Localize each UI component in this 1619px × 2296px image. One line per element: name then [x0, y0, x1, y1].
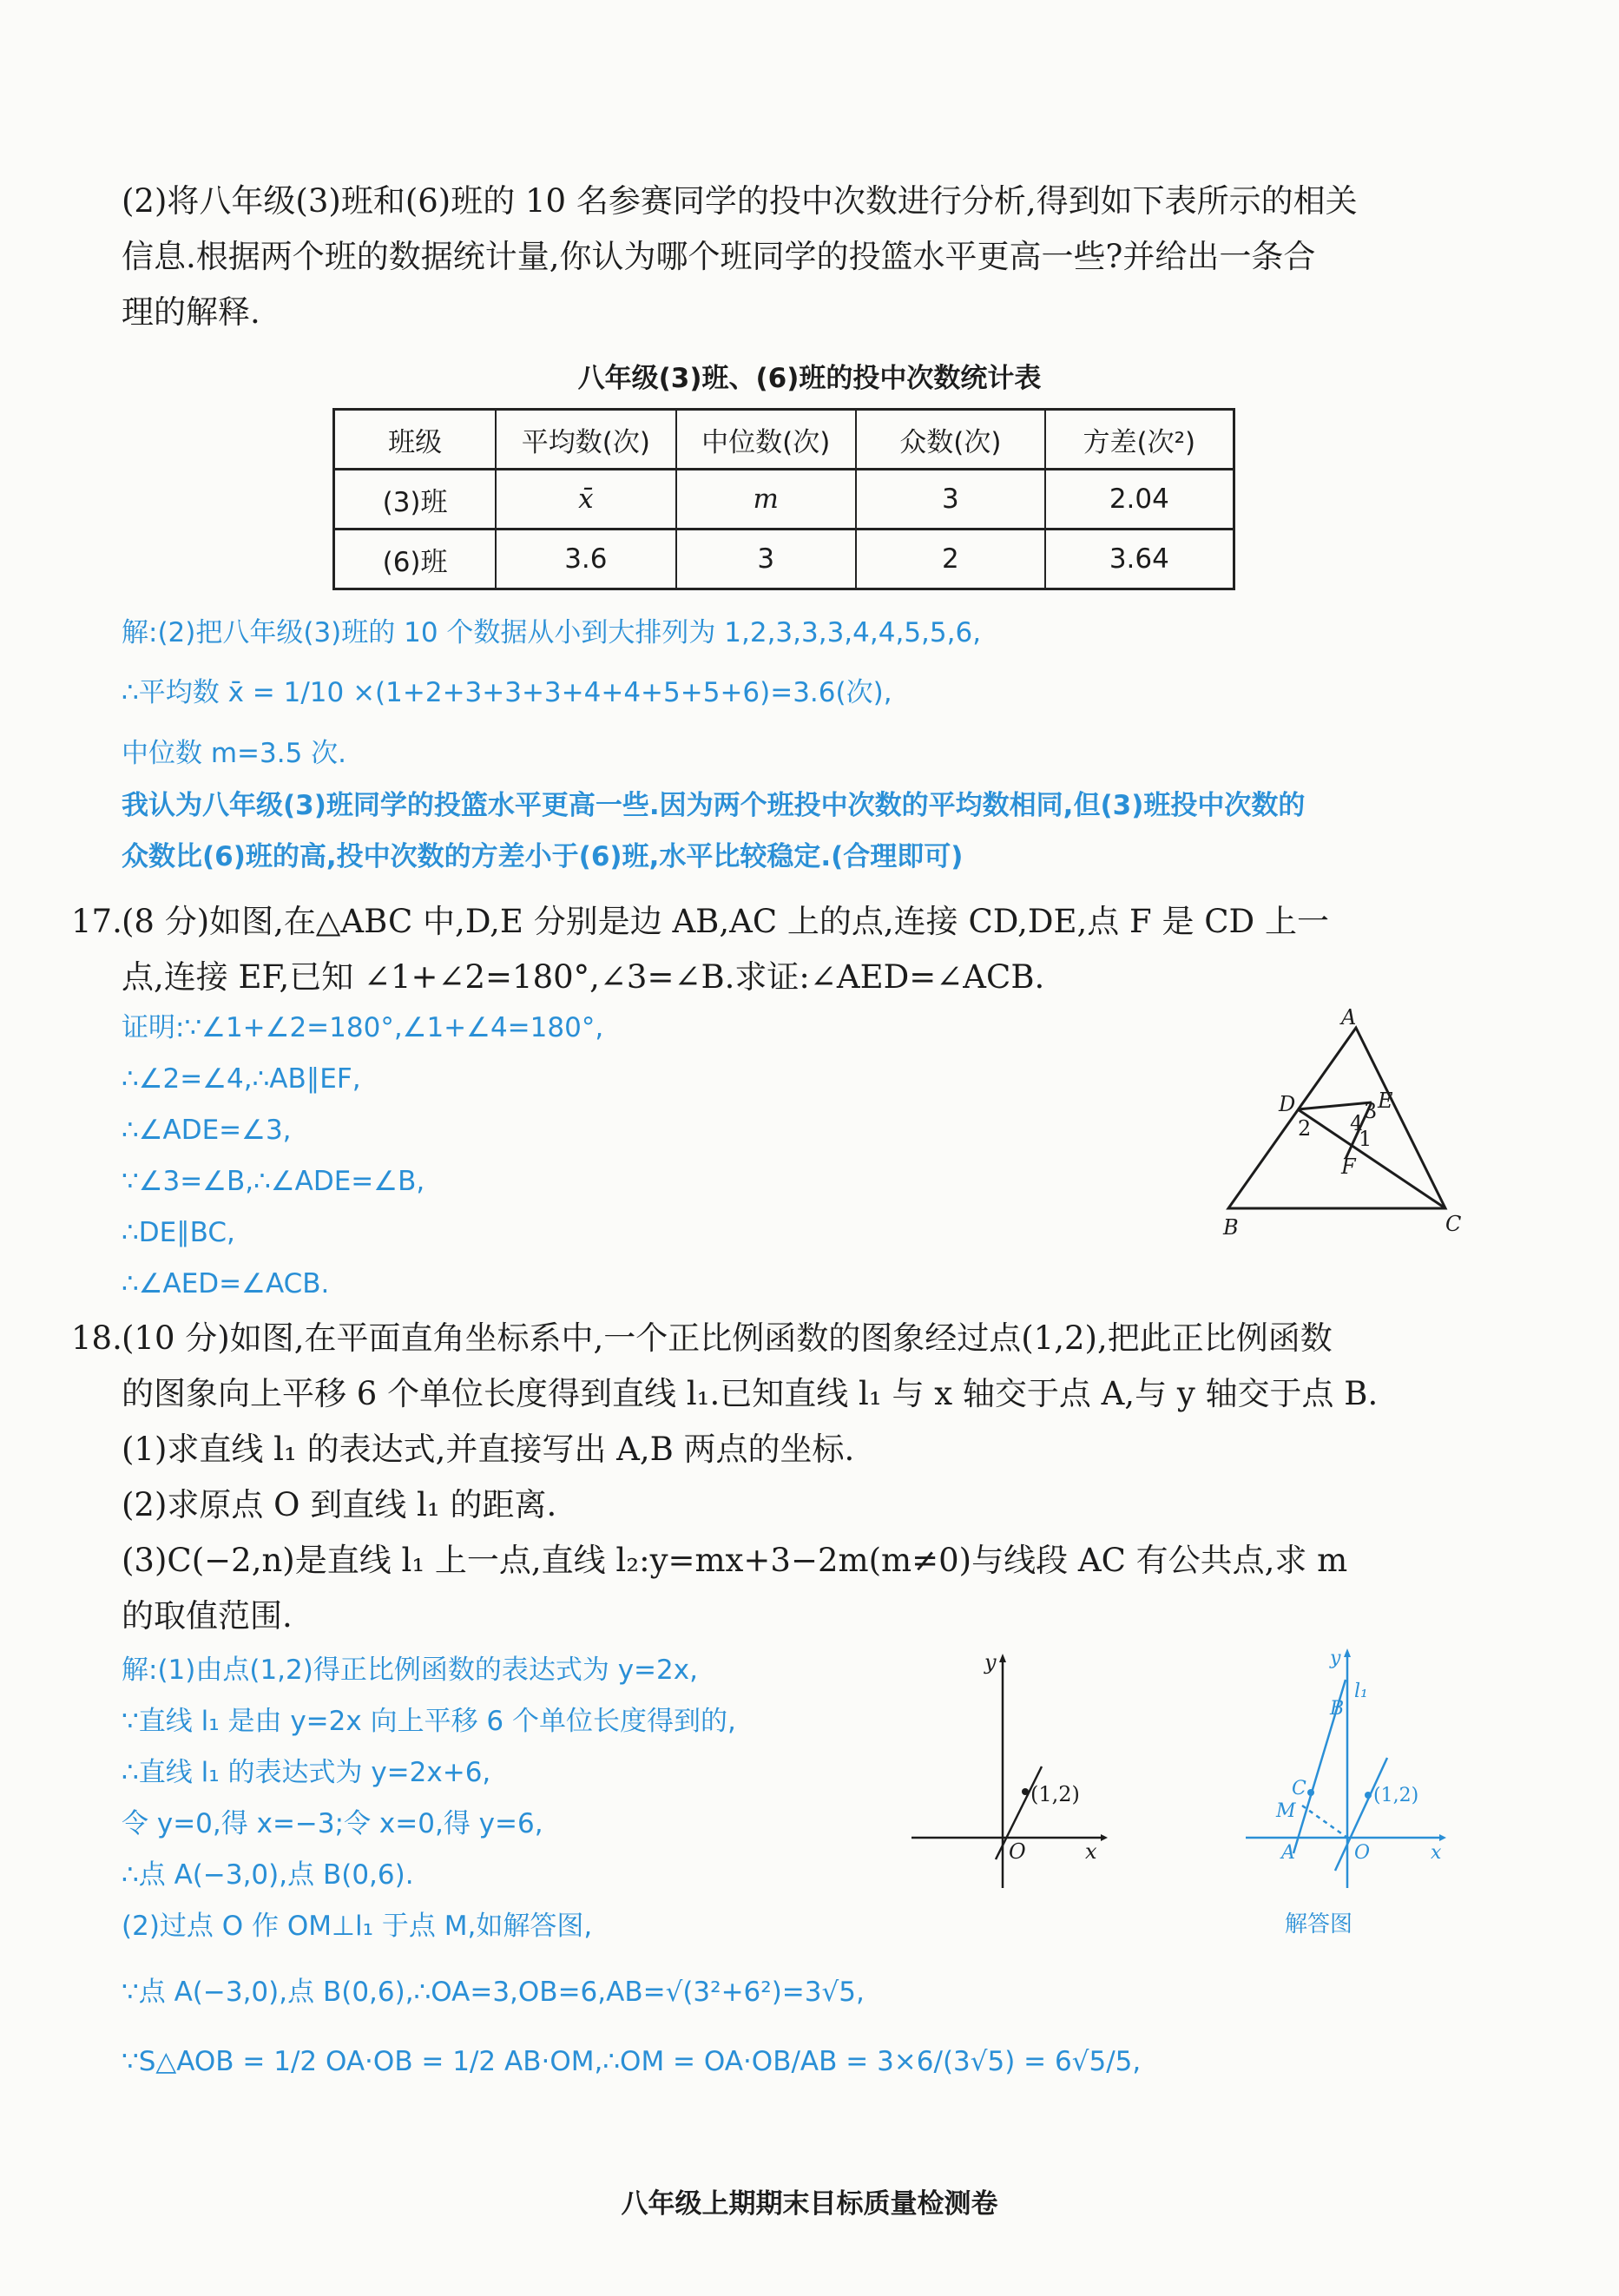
- point-c: [1307, 1789, 1314, 1796]
- table-cell: m: [676, 470, 856, 530]
- label-1: 1: [1359, 1127, 1372, 1151]
- q18-line: 的图象向上平移 6 个单位长度得到直线 l₁.已知直线 l₁ 与 x 轴交于点 A,与 y 轴交于点 B.: [122, 1375, 1379, 1412]
- table-row: [334, 470, 1234, 530]
- table-header: 中位数(次): [676, 410, 856, 470]
- page-footer: 八年级上期期末目标质量检测卷: [621, 2188, 998, 2220]
- q18-sol-line: (2)过点 O 作 OM⊥l₁ 于点 M,如解答图,: [122, 1911, 593, 1942]
- table-header: 班级: [334, 410, 497, 470]
- q17-proof-line: ∵∠3=∠B,∴∠ADE=∠B,: [122, 1166, 425, 1197]
- y-axis-arrow: [999, 1654, 1006, 1662]
- point-1-2: [1365, 1792, 1372, 1799]
- table-cell: 3.64: [1045, 530, 1234, 589]
- label-x: x: [1085, 1839, 1097, 1864]
- table-cell: 2: [856, 530, 1045, 589]
- q18-sol-line: 解:(1)由点(1,2)得正比例函数的表达式为 y=2x,: [122, 1655, 698, 1686]
- table-title: 八年级(3)班、(6)班的投中次数统计表: [577, 363, 1042, 394]
- table-cell: 3: [856, 470, 1045, 530]
- label-2: 2: [1298, 1116, 1312, 1141]
- q16-sol-line: 众数比(6)班的高,投中次数的方差小于(6)班,水平比较稳定.(合理即可): [122, 841, 964, 872]
- table-row: [334, 530, 1234, 589]
- label-f: F: [1341, 1155, 1356, 1179]
- q18-line: 的取值范围.: [122, 1597, 293, 1635]
- q18-number: 18.: [71, 1319, 122, 1357]
- label-c: C: [1292, 1778, 1306, 1799]
- q16-part2: [122, 174, 1441, 340]
- label-o: O: [1009, 1839, 1026, 1864]
- label-point: (1,2): [1030, 1782, 1080, 1806]
- q17-proof-line: 证明:∵∠1+∠2=180°,∠1+∠4=180°,: [122, 1012, 604, 1043]
- label-e: E: [1378, 1089, 1393, 1113]
- q18-line: (2)求原点 O 到直线 l₁ 的距离.: [122, 1486, 557, 1523]
- triangle-abc: [1228, 1028, 1445, 1208]
- stats-table: [332, 408, 1235, 590]
- y-axis-arrow: [1344, 1648, 1351, 1657]
- table-cell: 2.04: [1045, 470, 1234, 530]
- q16-solution: [122, 608, 1441, 883]
- q18-line: (1)求直线 l₁ 的表达式,并直接写出 A,B 两点的坐标.: [122, 1431, 855, 1468]
- q18-sol-line: ∴点 A(−3,0),点 B(0,6).: [122, 1859, 414, 1891]
- label-y: y: [1330, 1648, 1341, 1669]
- label-4: 4: [1350, 1111, 1364, 1135]
- q17-proof-line: ∴∠2=∠4,∴AB∥EF,: [122, 1063, 361, 1095]
- q18-sol-line: ∵直线 l₁ 是由 y=2x 向上平移 6 个单位长度得到的,: [122, 1706, 736, 1737]
- q18-sol-line: ∵点 A(−3,0),点 B(0,6),∴OA=3,OB=6,AB=√(3²+6²)=3√5,: [122, 1977, 865, 2008]
- x-axis-arrow: [1101, 1834, 1108, 1841]
- table-cell: (3)班: [334, 470, 497, 530]
- q16-sol-line: ∴平均数 x̄ = 1/10 ×(1+2+3+3+3+4+4+5+5+6)=3.6(次),: [122, 677, 892, 708]
- table-header: 方差(次²): [1045, 410, 1234, 470]
- label-x: x: [1431, 1842, 1442, 1864]
- table-cell: 3: [676, 530, 856, 589]
- q17-line: (8 分)如图,在△ABC 中,D,E 分别是边 AB,AC 上的点,连接 CD,DE,点 F 是 CD 上一: [122, 903, 1329, 940]
- q17-proof-line: ∴∠AED=∠ACB.: [122, 1268, 330, 1299]
- q17-proof-line: ∴DE∥BC,: [122, 1217, 235, 1248]
- label-l1: l₁: [1354, 1681, 1368, 1702]
- q18-line: (10 分)如图,在平面直角坐标系中,一个正比例函数的图象经过点(1,2),把此正比例函数: [122, 1319, 1333, 1357]
- x-axis-arrow: [1439, 1834, 1446, 1841]
- segment-om: [1302, 1806, 1347, 1838]
- q18-sol-line: 令 y=0,得 x=−3;令 x=0,得 y=6,: [122, 1808, 543, 1839]
- table-header-row: [334, 410, 1234, 470]
- label-d: D: [1279, 1092, 1296, 1116]
- figure-caption: 解答图: [1285, 1911, 1353, 1937]
- q18-sol-line: ∵S△AOB = 1/2 OA·OB = 1/2 AB·OM,∴OM = OA·OB/AB = 3×6/(3√5) = 6√5/5,: [122, 2046, 1142, 2077]
- q17-number: 17.: [71, 903, 122, 940]
- q17-line: 点,连接 EF,已知 ∠1+∠2=180°,∠3=∠B.求证:∠AED=∠ACB.: [122, 958, 1045, 996]
- label-a: A: [1341, 1007, 1357, 1030]
- table-header: 众数(次): [856, 410, 1045, 470]
- q18-solution-part2: [122, 1957, 1441, 2096]
- triangle-figure: [1211, 1007, 1471, 1241]
- label-o: O: [1354, 1842, 1371, 1864]
- label-b: B: [1223, 1215, 1239, 1240]
- table-cell: (6)班: [334, 530, 497, 589]
- table-cell: x̄: [496, 470, 675, 530]
- q18-question: [122, 1311, 1441, 1644]
- segment-cd: [1298, 1109, 1445, 1208]
- q18-line: (3)C(−2,n)是直线 l₁ 上一点,直线 l₂:y=mx+3−2m(m≠0)与线段 AC 有公共点,求 m: [122, 1542, 1348, 1579]
- q16-line-3: 理的解释.: [122, 293, 260, 331]
- q16-line-2: 信息.根据两个班的数据统计量,你认为哪个班同学的投篮水平更高一些?并给出一条合: [122, 238, 1316, 275]
- coordinate-figure-1: [894, 1645, 1111, 1897]
- q18-solution-part1: [122, 1645, 990, 1952]
- q17-proof-line: ∴∠ADE=∠3,: [122, 1115, 292, 1146]
- q17-question: [122, 894, 1441, 1005]
- label-a: A: [1281, 1842, 1295, 1864]
- q16-sol-line: 解:(2)把八年级(3)班的 10 个数据从小到大排列为 1,2,3,3,3,4,4,5,5,6,: [122, 617, 982, 648]
- label-3: 3: [1364, 1099, 1378, 1123]
- label-b: B: [1330, 1698, 1345, 1720]
- segment-de: [1298, 1102, 1372, 1109]
- q16-line-1: (2)将八年级(3)班和(6)班的 10 名参赛同学的投中次数进行分析,得到如下表所示的相关: [122, 182, 1358, 220]
- label-c: C: [1445, 1212, 1462, 1236]
- table-cell: 3.6: [496, 530, 675, 589]
- label-point: (1,2): [1373, 1785, 1419, 1806]
- q18-sol-line: ∴直线 l₁ 的表达式为 y=2x+6,: [122, 1757, 491, 1788]
- q16-sol-line: 中位数 m=3.5 次.: [122, 738, 347, 769]
- point-1-2: [1022, 1788, 1029, 1795]
- label-y: y: [984, 1650, 997, 1674]
- q16-sol-line: 我认为八年级(3)班同学的投篮水平更高一些.因为两个班投中次数的平均数相同,但(3)班投中次数的: [122, 790, 1306, 821]
- label-m: M: [1276, 1800, 1296, 1822]
- table-header: 平均数(次): [496, 410, 675, 470]
- coordinate-figure-2: [1233, 1645, 1458, 1940]
- q17-proof: [122, 1003, 990, 1310]
